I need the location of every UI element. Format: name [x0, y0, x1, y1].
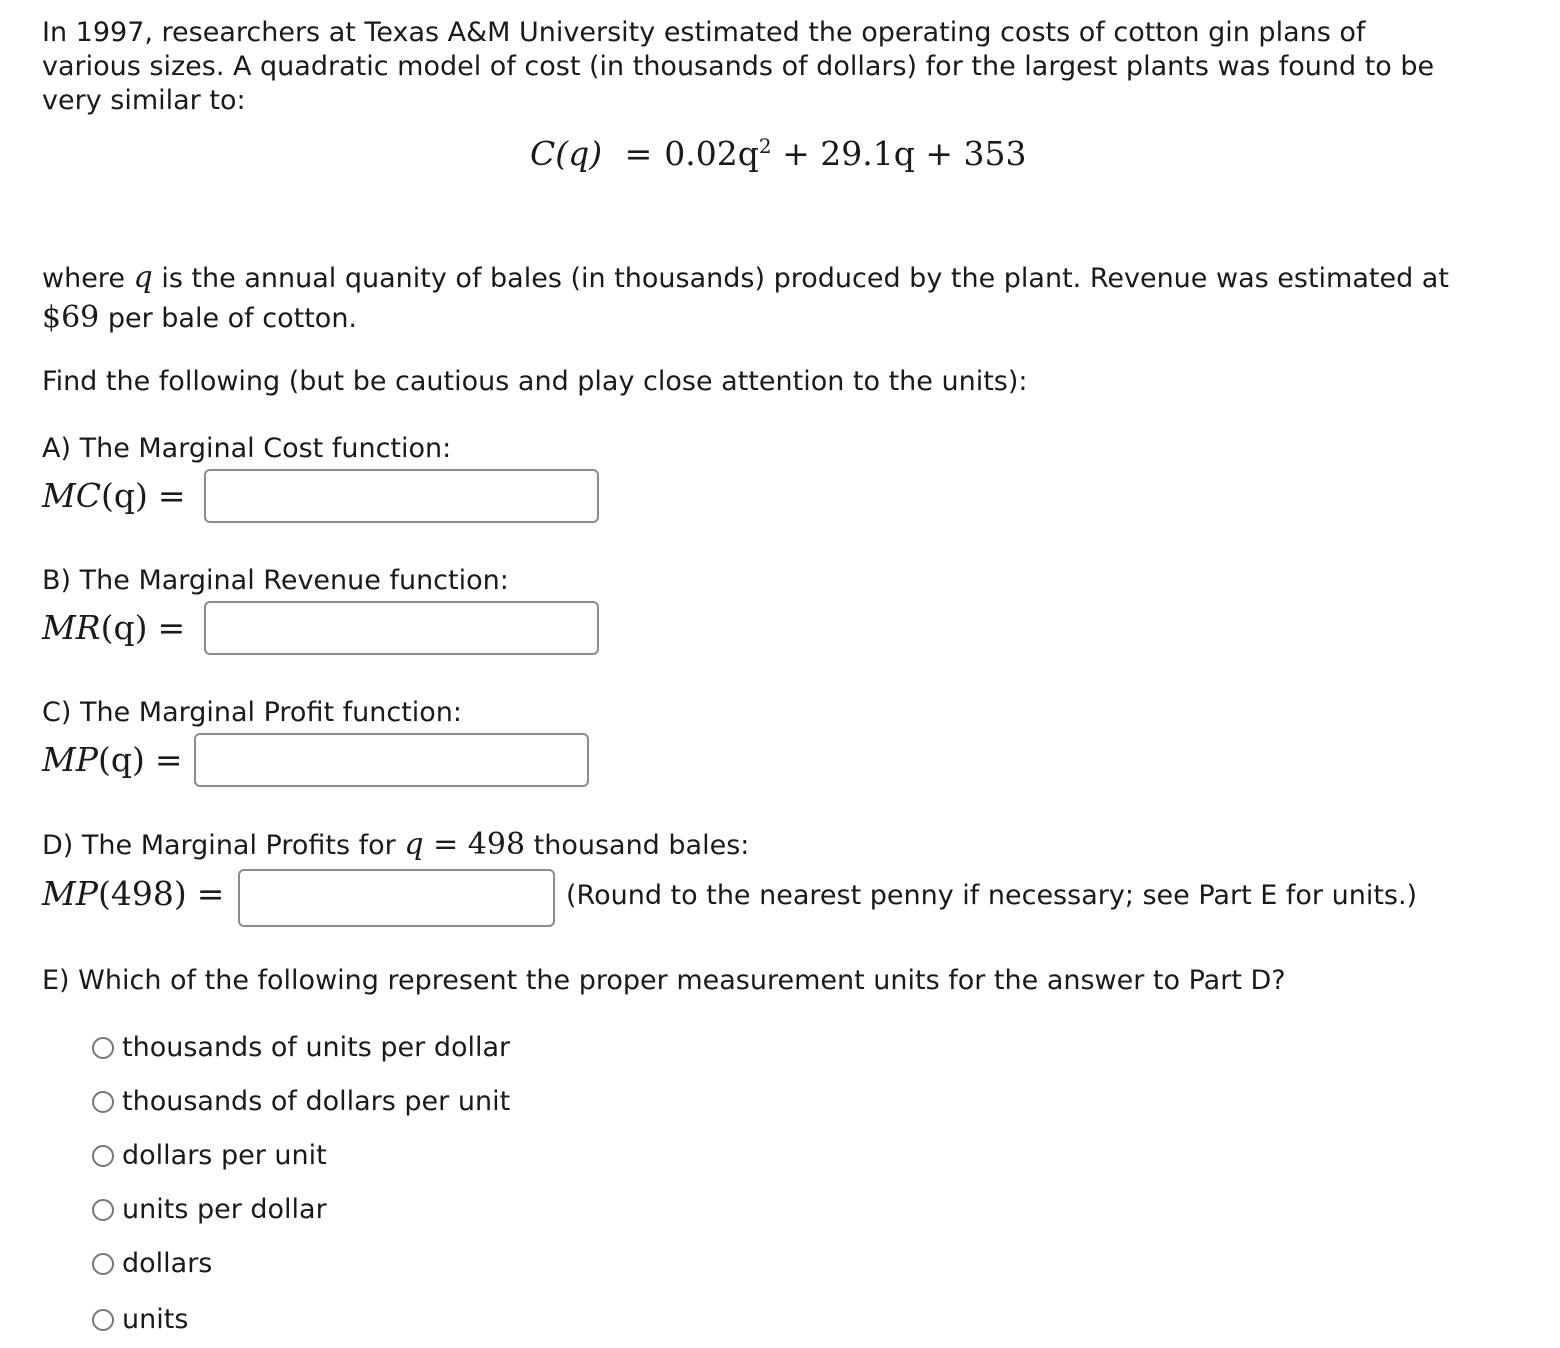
units-option-4[interactable] [92, 1194, 327, 1225]
radio-button-icon[interactable] [92, 1253, 114, 1275]
part-b-arg: (q) [100, 608, 148, 647]
part-a-fn: MC [42, 476, 102, 515]
part-c-arg: (q) [98, 740, 145, 779]
where-amount: $69 [42, 300, 100, 335]
units-option-6[interactable] [92, 1304, 188, 1335]
part-d-fn: MP [42, 874, 98, 913]
part-b-fn: MR [42, 608, 101, 647]
formula-exponent: 2 [758, 134, 772, 158]
option-label: units per dollar [122, 1194, 327, 1225]
mp498-answer-input[interactable] [238, 869, 555, 927]
radio-button-icon[interactable] [92, 1309, 114, 1331]
part-d-math [42, 874, 224, 913]
part-b-math [42, 608, 185, 647]
part-c-fn: MP [42, 740, 98, 779]
part-c-eq: = [154, 740, 183, 779]
cost-formula [530, 134, 1026, 173]
option-label: units [122, 1304, 189, 1335]
part-a-label: A) The Marginal Cost function: [42, 433, 452, 464]
find-instruction: Find the following (but be cautious and play close attention to the units): [42, 366, 1028, 397]
mp-answer-input[interactable] [194, 733, 589, 787]
radio-button-icon[interactable] [92, 1145, 114, 1167]
part-d-eq: = [196, 874, 225, 913]
part-d-label-pre: D) The Marginal Profits for [42, 830, 405, 861]
units-option-2[interactable] [92, 1086, 510, 1117]
where-pre: where [42, 263, 134, 294]
mr-answer-input[interactable] [204, 601, 599, 655]
radio-button-icon[interactable] [92, 1037, 114, 1059]
part-c-label: C) The Marginal Profit function: [42, 697, 463, 728]
part-c-math [42, 740, 183, 779]
problem-intro: In 1997, researchers at Texas A&M University estimated the operating costs of cotton gin plans of various sizes. A quadratic model of cost (in thousands of dollars) for the largest plants was found to be very similar to: [42, 17, 1435, 116]
option-label: dollars [122, 1248, 213, 1279]
mc-answer-input[interactable] [204, 469, 599, 523]
units-option-3[interactable] [92, 1140, 327, 1171]
part-d-label-post: thousand bales: [525, 830, 750, 861]
rounding-note: (Round to the nearest penny if necessary; see Part E for units.) [566, 880, 1418, 911]
part-d-arg: (498) [98, 874, 187, 913]
formula-equals: = [624, 134, 653, 173]
radio-button-icon[interactable] [92, 1199, 114, 1221]
part-b-eq: = [157, 608, 186, 647]
where-post: is the annual quanity of bales (in thousands) produced by the plant. Revenue was estimated at [152, 263, 1449, 294]
formula-rest: + 29.1q + 353 [771, 134, 1027, 173]
where-end: per bale of cotton. [99, 303, 358, 334]
part-a-eq: = [157, 476, 186, 515]
part-d-label-var: q [404, 827, 424, 862]
formula-lhs: C(q) [530, 134, 603, 173]
part-a-math [42, 476, 186, 515]
part-b-label: B) The Marginal Revenue function: [42, 565, 509, 596]
radio-button-icon[interactable] [92, 1091, 114, 1113]
problem-where [42, 258, 1482, 338]
part-e-label: E) Which of the following represent the proper measurement units for the answer to Part D? [42, 965, 1286, 996]
option-label: thousands of dollars per unit [122, 1086, 511, 1117]
where-var: q [133, 260, 153, 295]
formula-term1: 0.02q [664, 134, 759, 173]
part-d-label-num: 498 [467, 827, 526, 862]
units-option-1[interactable] [92, 1032, 510, 1063]
option-label: thousands of units per dollar [122, 1032, 511, 1063]
part-a-arg: (q) [101, 476, 148, 515]
units-option-5[interactable] [92, 1248, 212, 1279]
part-d-label [42, 828, 749, 863]
part-d-label-eq: = [423, 827, 468, 862]
option-label: dollars per unit [122, 1140, 327, 1171]
